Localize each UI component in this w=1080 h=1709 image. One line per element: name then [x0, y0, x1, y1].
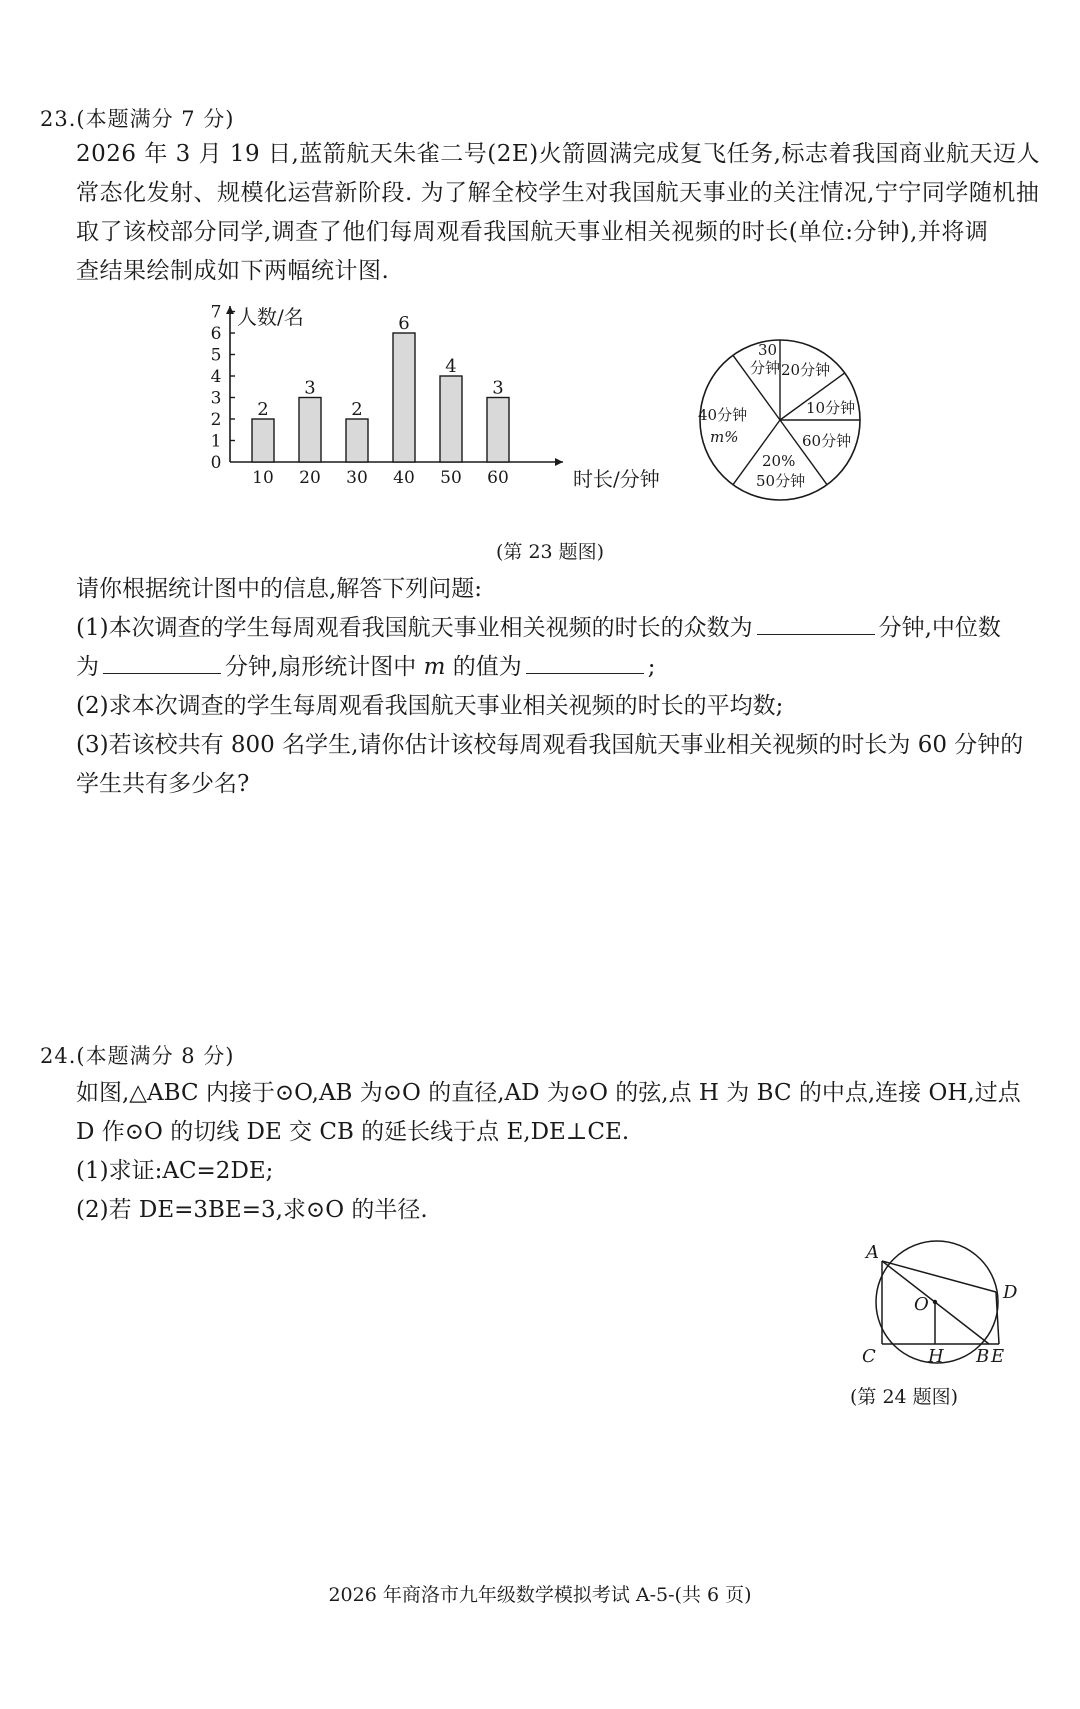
- q23-part1-line1: [76, 609, 1036, 642]
- bar-chart-bar: [440, 376, 462, 462]
- bar-chart-data-label: 3: [304, 377, 316, 399]
- bar-chart-x-arrow: [555, 458, 563, 466]
- bar-chart-bar: [346, 419, 368, 462]
- pie-label-50-pct: 20%: [762, 452, 796, 470]
- pie-label-20: 20分钟: [781, 361, 831, 379]
- q24-header: 24.(本题满分 8 分): [40, 1044, 235, 1068]
- bar-chart-y-tick-label: 0: [210, 453, 222, 473]
- q23-part1-text-e: 的值为: [445, 654, 522, 680]
- q23-part1-text-a: (1)本次调查的学生每周观看我国航天事业相关视频的时长的众数为: [76, 615, 753, 641]
- q23-intro-line-3: 取了该校部分同学,调查了他们每周观看我国航天事业相关视频的时长(单位:分钟),并将调: [76, 219, 989, 245]
- pie-label-30-unit: 分钟: [750, 359, 781, 377]
- q23-part1-text-d: 分钟,扇形统计图中: [225, 654, 424, 680]
- point-h-label: H: [928, 1346, 944, 1367]
- point-e-label: E: [991, 1346, 1005, 1367]
- q23-part1-text-f: ;: [647, 654, 656, 680]
- page-footer: 2026 年商洛市九年级数学模拟考试 A-5-(共 6 页): [328, 1584, 752, 1606]
- q23-part3-line2: 学生共有多少名?: [76, 771, 250, 797]
- bar-chart-y-label: 人数/名: [237, 305, 304, 329]
- bar-chart-bars: [252, 313, 509, 462]
- q23-part3-line1: (3)若该校共有 800 名学生,请你估计该校每周观看我国航天事业相关视频的时长为 60 分钟的: [76, 732, 1024, 758]
- bar-chart-y-tick-label: 3: [210, 388, 222, 409]
- q24-part2: (2)若 DE=3BE=3,求⊙O 的半径.: [76, 1197, 428, 1223]
- pie-label-60: 60分钟: [802, 432, 852, 450]
- bar-chart-data-label: 2: [257, 399, 269, 420]
- q23-part1-text-b: 分钟,中位数: [878, 615, 1001, 641]
- answer-blank-median[interactable]: [103, 653, 221, 674]
- q23-intro-line-1: 2026 年 3 月 19 日,蓝箭航天朱雀二号(2E)火箭圆满完成复飞任务,标志着我国商业航天迈人: [76, 141, 1040, 167]
- bar-chart-bar: [393, 333, 415, 462]
- q24-line2: D 作⊙O 的切线 DE 交 CB 的延长线于点 E,DE⊥CE.: [76, 1119, 630, 1145]
- bar-chart-x-tick-label: 40: [393, 468, 415, 488]
- bar-chart-data-label: 4: [445, 356, 457, 377]
- bar-chart-x-tick-label: 60: [487, 468, 509, 488]
- point-a-label: A: [866, 1242, 879, 1263]
- bar-chart-y-tick-label: 4: [210, 367, 222, 387]
- point-c-label: C: [862, 1346, 876, 1367]
- bar-chart-bar: [299, 398, 321, 463]
- q23-part1-text-c: 为: [76, 654, 99, 680]
- q23-intro-line-4: 查结果绘制成如下两幅统计图.: [76, 258, 390, 284]
- bar-chart-x-tick-label: 50: [440, 468, 462, 488]
- bar-chart-data-label: 2: [351, 399, 363, 420]
- pie-chart: [690, 330, 870, 510]
- q23-prompt: 请你根据统计图中的信息,解答下列问题:: [76, 576, 483, 602]
- point-b-label: B: [976, 1346, 990, 1367]
- segment-ad: [882, 1261, 996, 1292]
- bar-chart-x-tick-label: 10: [252, 468, 274, 488]
- bar-chart: [205, 300, 665, 515]
- bar-chart-y-ticks: [211, 303, 235, 474]
- bar-chart-data-label: 3: [492, 377, 504, 399]
- bar-chart-data-label: 6: [398, 313, 410, 334]
- q23-part2: (2)求本次调查的学生每周观看我国航天事业相关视频的时长的平均数;: [76, 693, 784, 719]
- bar-chart-x-ticks: [252, 468, 509, 488]
- bar-chart-y-arrow: [226, 306, 234, 314]
- q23-intro: [76, 135, 1046, 291]
- q24-geometry-figure: [860, 1240, 1040, 1370]
- q23-intro-line-2: 常态化发射、规模化运营新阶段. 为了解全校学生对我国航天事业的关注情况,宁宁同学随机抽: [76, 180, 1040, 206]
- pie-label-50: 50分钟: [756, 472, 806, 490]
- pie-label-40: 40分钟: [698, 406, 748, 424]
- bar-chart-x-tick-label: 20: [299, 468, 321, 488]
- point-d-label: D: [1003, 1282, 1018, 1303]
- q23-part1-line2: [76, 648, 1036, 681]
- q24-figure-caption: (第 24 题图): [850, 1386, 959, 1408]
- answer-blank-mode[interactable]: [757, 614, 875, 635]
- bar-chart-bar: [252, 419, 274, 462]
- bar-chart-y-tick-label: 7: [210, 302, 222, 323]
- pie-label-30: 30: [758, 341, 778, 359]
- bar-chart-bar: [487, 398, 509, 463]
- bar-chart-y-tick-label: 6: [210, 324, 222, 344]
- bar-chart-y-tick-label: 2: [210, 410, 222, 430]
- point-o-label: O: [914, 1294, 929, 1315]
- q23-figure-caption: (第 23 题图): [496, 541, 605, 563]
- pie-label-10: 10分钟: [806, 399, 856, 417]
- answer-blank-m[interactable]: [526, 653, 644, 674]
- pie-label-40-pct: m%: [710, 428, 739, 446]
- q24-part1: (1)求证:AC=2DE;: [76, 1158, 274, 1184]
- q23-part1-var-m: m: [423, 654, 446, 680]
- bar-chart-x-label: 时长/分钟: [573, 467, 660, 491]
- bar-chart-y-tick-label: 5: [210, 345, 222, 366]
- q23-header: 23.(本题满分 7 分): [40, 107, 235, 131]
- q24-line1: 如图,△ABC 内接于⊙O,AB 为⊙O 的直径,AD 为⊙O 的弦,点 H 为 BC 的中点,连接 OH,过点: [76, 1080, 1021, 1106]
- bar-chart-x-tick-label: 30: [346, 468, 368, 488]
- point-o-dot: [933, 1300, 937, 1304]
- bar-chart-y-tick-label: 1: [210, 431, 222, 452]
